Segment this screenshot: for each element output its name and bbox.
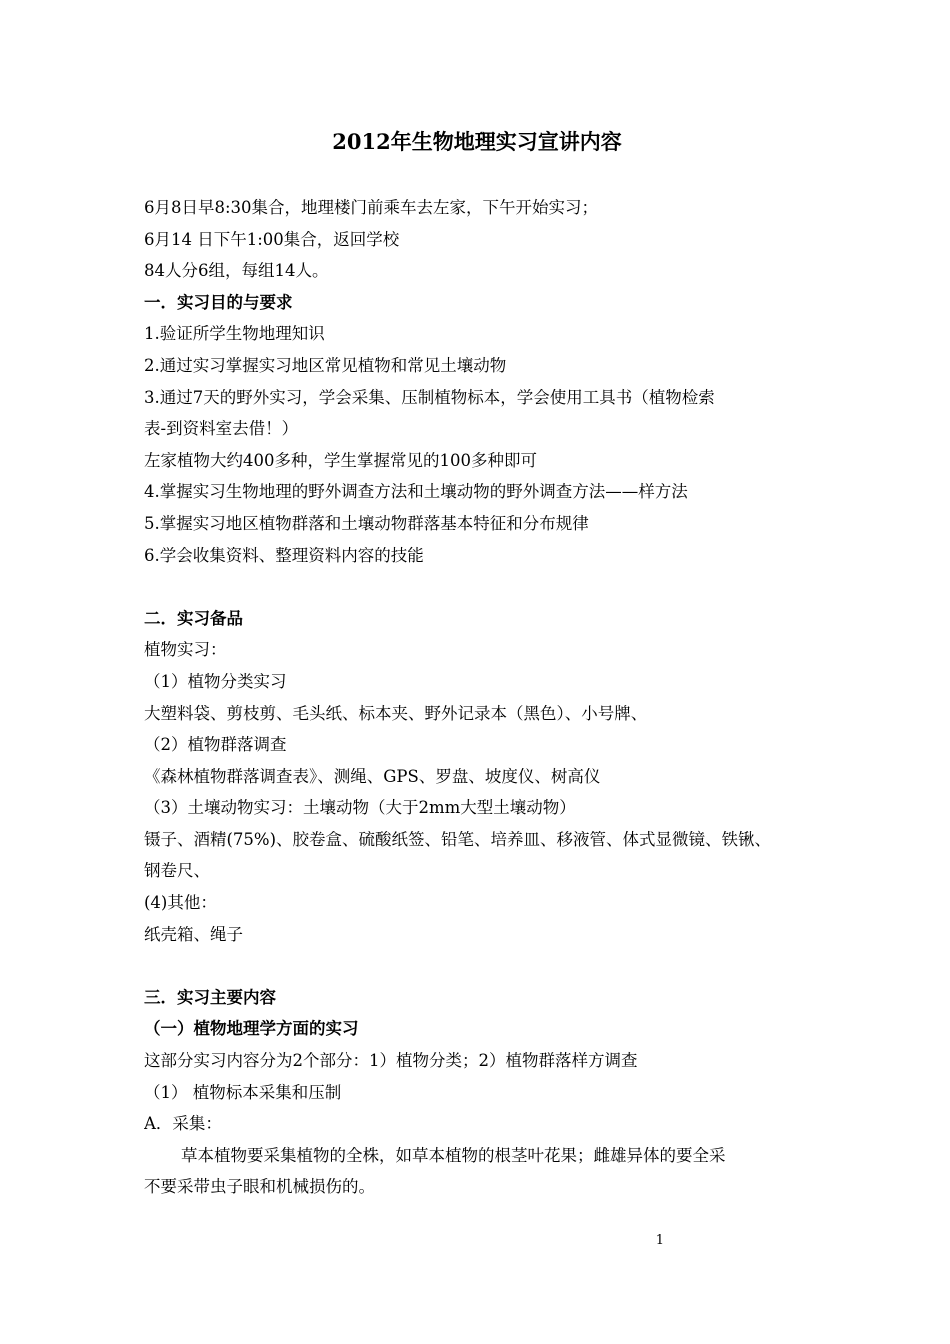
- document-body: [144, 192, 810, 1203]
- body-line: (4)其他：: [144, 893, 217, 913]
- body-line: 这部分实习内容分为2个部分：1）植物分类；2）植物群落样方调查: [144, 1051, 638, 1071]
- body-line: 1.验证所学生物地理知识: [144, 324, 325, 344]
- blank-line: [144, 950, 810, 982]
- body-line: 《森林植物群落调查表》、测绳、GPS、罗盘、坡度仪、树高仪: [144, 766, 601, 786]
- document-page: [144, 0, 810, 1344]
- body-line: （2）植物群落调查: [144, 735, 287, 755]
- body-line: （1）植物分类实习: [144, 671, 287, 691]
- body-line: 植物实习：: [144, 640, 227, 660]
- body-line: 6.学会收集资料、整理资料内容的技能: [144, 545, 424, 565]
- document-title: 2012年生物地理实习宣讲内容: [332, 129, 622, 154]
- body-line: 纸壳箱、绳子: [144, 924, 243, 944]
- body-line: 2.通过实习掌握实习地区常见植物和常见土壤动物: [144, 355, 507, 375]
- blank-line: [144, 571, 810, 603]
- body-line: 左家植物大约400多种，学生掌握常见的100多种即可: [144, 450, 537, 470]
- body-line: 4.掌握实习生物地理的野外调查方法和土壤动物的野外调查方法——样方法: [144, 482, 688, 502]
- body-line: （3）土壤动物实习：土壤动物（大于2mm大型土壤动物）: [144, 798, 576, 818]
- body-line: 不要采带虫子眼和机械损伤的。: [144, 1177, 375, 1197]
- body-line: A．采集：: [144, 1114, 222, 1134]
- body-line: 5.掌握实习地区植物群落和土壤动物群落基本特征和分布规律: [144, 513, 589, 533]
- section-heading: 二．实习备品: [144, 608, 243, 628]
- body-line: 钢卷尺、: [144, 861, 210, 881]
- section-heading: 一．实习目的与要求: [144, 292, 293, 312]
- section-heading: （一）植物地理学方面的实习: [144, 1019, 359, 1039]
- page-number: 1: [655, 1233, 664, 1248]
- body-line: 3.通过7天的野外实习，学会采集、压制植物标本，学会使用工具书（植物检索: [144, 387, 715, 407]
- body-line: 84人分6组，每组14人。: [144, 261, 329, 281]
- body-line: 表-到资料室去借！）: [144, 419, 299, 439]
- body-line: 大塑料袋、剪枝剪、毛头纸、标本夹、野外记录本（黑色）、小号牌、: [144, 703, 648, 723]
- body-line: 6月8日早8:30集合，地理楼门前乘车去左家，下午开始实习；: [144, 198, 599, 217]
- body-line: 6月14 日下午1:00集合，返回学校: [144, 229, 400, 249]
- body-line: 镊子、酒精(75%)、胶卷盒、硫酸纸签、铅笔、培养皿、移液管、体式显微镜、铁锹、: [144, 829, 772, 849]
- body-line: （1） 植物标本采集和压制: [144, 1082, 342, 1102]
- body-line: 草本植物要采集植物的全株，如草本植物的根茎叶花果；雌雄异体的要全采: [181, 1145, 726, 1165]
- section-heading: 三．实习主要内容: [144, 987, 276, 1007]
